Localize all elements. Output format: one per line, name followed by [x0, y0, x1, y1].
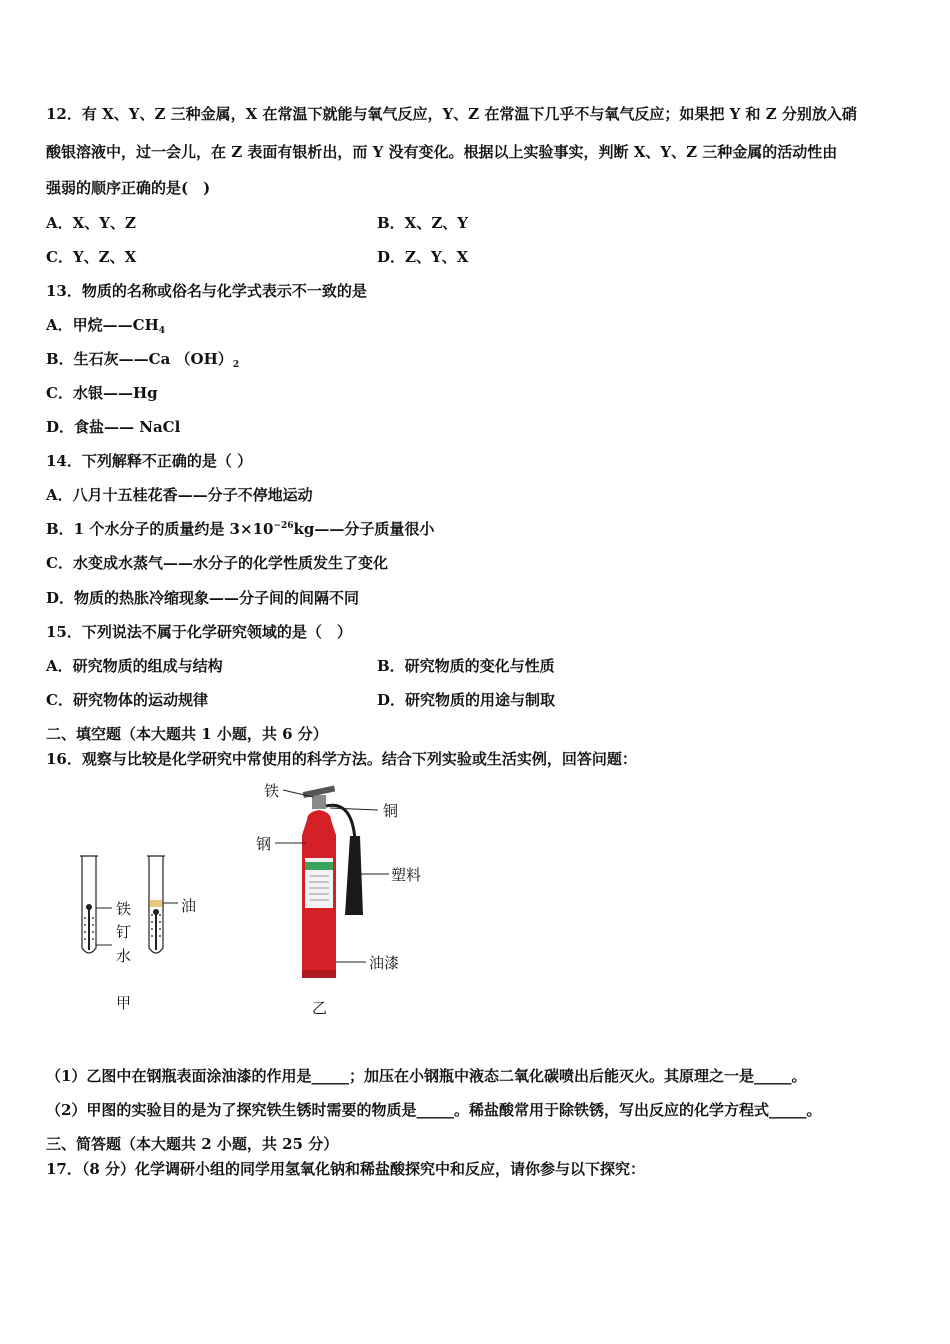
yi-label-tie: 铁 [264, 782, 280, 800]
q14-option-b-pre: B．1 个水分子的质量约是 3×10 [46, 520, 274, 538]
jia-label-you: 油 [181, 897, 197, 915]
section-2-heading: 二、填空题（本大题共 1 小题，共 6 分） [46, 725, 328, 743]
figure-jia-caption: 甲 [116, 994, 132, 1012]
q15-option-c: C．研究物体的运动规律 [46, 691, 208, 709]
q14-option-c: C．水变成水蒸气——水分子的化学性质发生了变化 [46, 554, 388, 572]
q15-stem: 15．下列说法不属于化学研究领域的是（ ） [46, 623, 352, 641]
yi-label-youqi: 油漆 [369, 954, 400, 972]
q12-option-c: C．Y、Z、X [46, 248, 137, 266]
q17-stem: 17．（8 分）化学调研小组的同学用氢氧化钠和稀盐酸探究中和反应，请你参与以下探究： [46, 1160, 646, 1178]
section-3-heading: 三、简答题（本大题共 2 小题，共 25 分） [46, 1135, 339, 1153]
q13-option-c: C．水银——Hg [46, 384, 158, 402]
q12-stem-line1: 12．有 X、Y、Z 三种金属，X 在常温下就能与氧气反应，Y、Z 在常温下几乎不与氧气反应；如果把 Y 和 Z 分别放入硝 [46, 105, 857, 123]
q13-option-a-text: A．甲烷——CH [46, 316, 159, 334]
q16-stem: 16．观察与比较是化学研究中常使用的科学方法。结合下列实验或生活实例，回答问题： [46, 750, 637, 768]
q12-stem-line2: 酸银溶液中，过一会儿，在 Z 表面有银析出，而 Y 没有变化。根据以上实验事实，判断 X、Y、Z 三种金属的活动性由 [46, 143, 838, 161]
q13-stem: 13．物质的名称或俗名与化学式表示不一致的是 [46, 282, 367, 300]
jia-label-shui: 水 [116, 947, 132, 965]
q13-option-b-subscript: 2 [232, 360, 240, 370]
q14-option-b-post: kg——分子质量很小 [293, 520, 435, 538]
iron-nail-2 [153, 909, 159, 950]
q12-option-b: B．X、Z、Y [377, 214, 468, 232]
q15-option-a: A．研究物质的组成与结构 [46, 657, 223, 675]
q14-option-a: A．八月十五桂花香——分子不停地运动 [46, 486, 313, 504]
leader-tong [330, 808, 378, 810]
figure-yi-caption: 乙 [312, 999, 328, 1017]
jia-label-ding: 钉 [116, 923, 132, 941]
q16-sub2: （2）甲图的实验目的是为了探究铁生锈时需要的物质是_____。稀盐酸常用于除铁锈，写出反应的化学方程式_____。 [46, 1101, 822, 1119]
iron-nail-1 [86, 904, 92, 950]
q14-option-b-exponent: −26 [273, 521, 294, 531]
q13-option-a-subscript: 4 [158, 326, 166, 336]
jia-label-tie: 铁 [116, 900, 132, 918]
yi-label-gang: 钢 [256, 835, 272, 853]
q14-stem: 14．下列解释不正确的是（ ） [46, 452, 253, 470]
q15-option-d: D．研究物质的用途与制取 [377, 691, 556, 709]
q13-option-d: D．食盐—— NaCl [46, 418, 181, 436]
q12-stem-line3: 强弱的顺序正确的是( ) [46, 179, 211, 197]
fire-extinguisher [302, 786, 363, 978]
yi-label-suliao: 塑料 [391, 866, 422, 884]
q16-sub1: （1）乙图中在钢瓶表面涂油漆的作用是_____；加压在小钢瓶中液态二氧化碳喷出后能灭火。其原理之一是_____。 [46, 1067, 807, 1085]
q13-option-b-text: B．生石灰——Ca （OH） [46, 350, 233, 368]
yi-label-tong: 铜 [383, 802, 399, 820]
q14-option-d: D．物质的热胀冷缩现象——分子间的间隔不同 [46, 589, 360, 607]
q15-option-b: B．研究物质的变化与性质 [377, 657, 555, 675]
q12-option-a: A．X、Y、Z [46, 214, 136, 232]
q12-option-d: D．Z、Y、X [377, 248, 469, 266]
